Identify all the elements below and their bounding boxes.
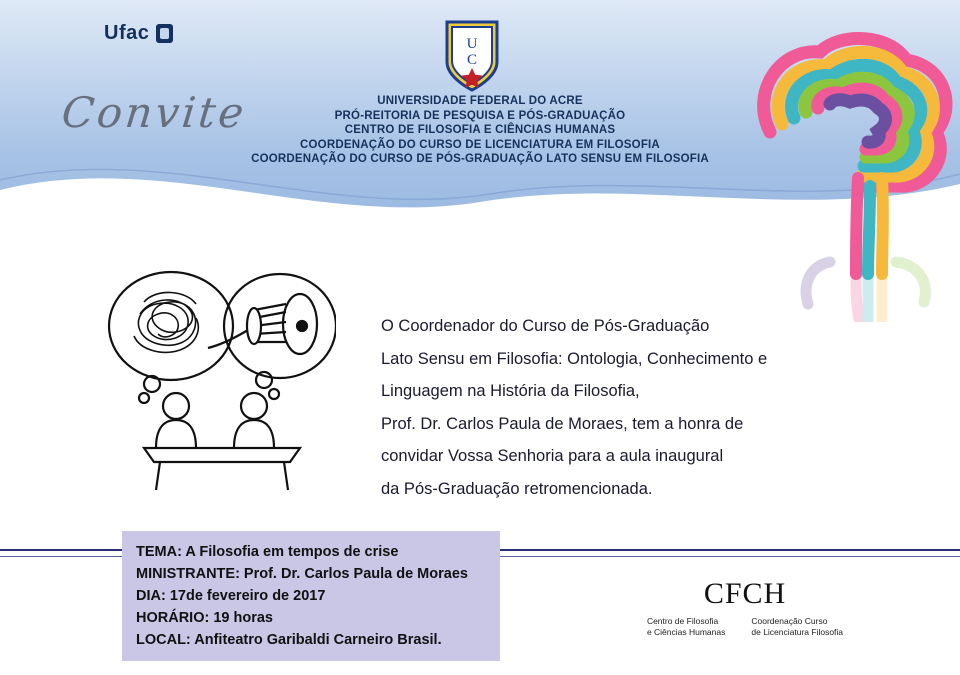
cfch-subtitle-right-line1: Coordenação Curso <box>751 616 828 626</box>
invitation-line-1: O Coordenador do Curso de Pós-Graduação <box>381 317 710 335</box>
detail-horario: HORÁRIO: 19 horas <box>136 610 273 626</box>
invitation-line-2: Lato Sensu em Filosofia: Ontologia, Conhecimento e <box>381 349 768 368</box>
ufac-monogram-icon <box>156 24 173 43</box>
institution-line-3: CENTRO DE FILOSOFIA E CIÊNCIAS HUMANAS <box>344 124 616 137</box>
cfch-subtitle-left <box>647 616 725 638</box>
cfch-subtitles <box>600 616 890 638</box>
ufac-coat-of-arms-icon <box>443 18 501 94</box>
detail-ministrante: MINISTRANTE: Prof. Dr. Carlos Paula de Moraes <box>136 566 468 582</box>
svg-text:U: U <box>466 36 478 52</box>
institution-line-2: PRÓ-REITORIA DE PESQUISA E PÓS-GRADUAÇÃO <box>334 109 626 122</box>
cfch-subtitle-left-line1: Centro de Filosofia <box>646 616 719 626</box>
cfch-subtitle-right-line2: de Licenciatura Filosofia <box>751 627 844 637</box>
two-people-talking-tangled-thought-illustration <box>104 252 336 492</box>
institution-line-1: UNIVERSIDADE FEDERAL DO ACRE <box>377 95 583 107</box>
cfch-acronym: CFCH <box>703 577 787 610</box>
detail-dia: DIA: 17de fevereiro de 2017 <box>136 588 326 604</box>
svg-text:C: C <box>466 52 478 68</box>
cfch-logo <box>600 578 890 638</box>
event-details-box <box>122 531 500 661</box>
invitation-text <box>381 310 851 505</box>
invitation-line-4: Prof. Dr. Carlos Paula de Moraes, tem a honra de <box>381 414 744 433</box>
cfch-subtitle-left-line2: e Ciências Humanas <box>646 627 726 637</box>
detail-tema: TEMA: A Filosofia em tempos de crise <box>136 544 399 560</box>
institution-line-4: COORDENAÇÃO DO CURSO DE LICENCIATURA EM FILOSOFIA <box>300 138 660 151</box>
detail-local: LOCAL: Anfiteatro Garibaldi Carneiro Brasil. <box>136 632 442 648</box>
convite-script-title: Convite <box>59 88 249 137</box>
ufac-logo <box>104 22 173 45</box>
invitation-line-3: Linguagem na História da Filosofia, <box>381 382 640 400</box>
ufac-logo-label: Ufac <box>104 22 150 44</box>
colorful-brain-illustration <box>710 12 960 322</box>
institution-line-5: COORDENAÇÃO DO CURSO DE PÓS-GRADUAÇÃO LATO SENSU EM FILOSOFIA <box>251 153 709 166</box>
invitation-line-5: convidar Vossa Senhoria para a aula inaugural <box>381 447 724 465</box>
cfch-subtitle-right <box>751 616 843 638</box>
invitation-line-6: da Pós-Graduação retromencionada. <box>381 479 653 498</box>
